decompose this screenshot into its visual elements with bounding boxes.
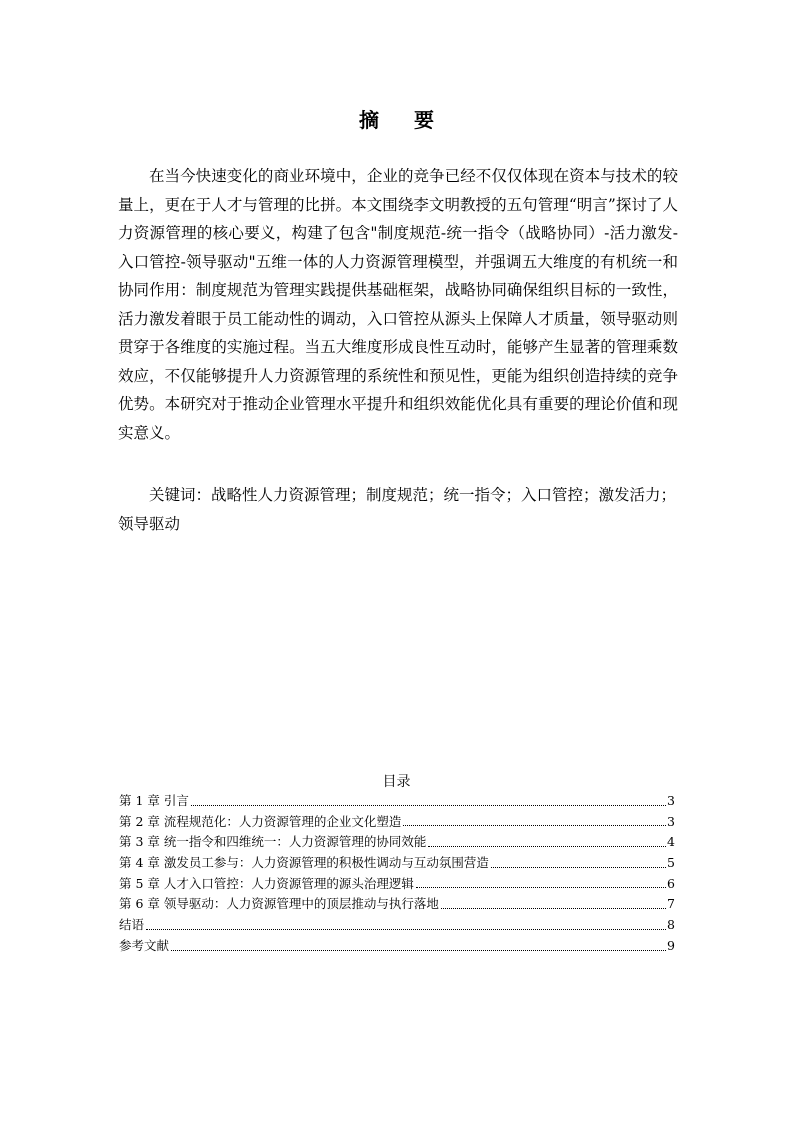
toc-leader-dots: [491, 867, 666, 868]
toc-leader-dots: [403, 825, 666, 826]
toc-leader-dots: [146, 929, 666, 930]
toc-entry-page: 8: [667, 917, 675, 933]
table-of-contents: [119, 791, 675, 957]
toc-entry-page: 3: [667, 792, 675, 808]
toc-entry-page: 3: [667, 813, 675, 829]
toc-entry-label: 第 4 章 激发员工参与：人力资源管理的积极性调动与互动氛围营造: [119, 855, 489, 871]
toc-entry-references[interactable]: [119, 936, 675, 957]
toc-entry-page: 4: [667, 834, 675, 850]
toc-title: 目录: [382, 774, 411, 790]
toc-leader-dots: [191, 805, 666, 806]
toc-leader-dots: [416, 887, 666, 888]
toc-entry-chapter-2[interactable]: [119, 812, 675, 833]
toc-entry-chapter-6[interactable]: [119, 894, 675, 915]
toc-entry-page: 5: [667, 855, 675, 871]
toc-entry-chapter-1[interactable]: [119, 791, 675, 812]
keywords-line: 关键词：战略性人力资源管理；制度规范；统一指令；入口管控；激发活力；领导驱动: [118, 486, 677, 533]
toc-entry-label: 第 2 章 流程规范化：人力资源管理的企业文化塑造: [119, 813, 402, 829]
toc-entry-page: 9: [667, 937, 675, 953]
toc-entry-label: 第 1 章 引言: [119, 792, 189, 808]
toc-entry-page: 7: [667, 896, 675, 912]
toc-entry-chapter-4[interactable]: [119, 853, 675, 874]
toc-leader-dots: [171, 950, 666, 951]
toc-entry-label: 第 5 章 人才入口管控：人力资源管理的源头治理逻辑: [119, 875, 414, 891]
toc-leader-dots: [428, 846, 666, 847]
toc-entry-label: 第 3 章 统一指令和四维统一：人力资源管理的协同效能: [119, 834, 427, 850]
toc-entry-chapter-5[interactable]: [119, 874, 675, 895]
toc-entry-label: 第 6 章 领导驱动：人力资源管理中的顶层推动与执行落地: [119, 896, 439, 912]
toc-entry-page: 6: [667, 875, 675, 891]
toc-entry-chapter-3[interactable]: [119, 832, 675, 853]
abstract-body: 在当今快速变化的商业环境中，企业的竞争已经不仅仅体现在资本与技术的较量上，更在于人才与管理的比拼。本文围绕李文明教授的五句管理“明言”探讨了人力资源管理的核心要义，构建了包含"制度规范-统一指令（战略协同）-活力激发-入口管控-领导驱动"五维一体的人力资源管理模型，并强调五大维度的有机统一和协同作用：制度规范为管理实践提供基础框架，战略协同确保组织目标的一致性，活力激发着眼于员工能动性的调动，入口管控从源头上保障人才质量，领导驱动则贯穿于各维度的实施过程。当五大维度形成良性互动时，能够产生显著的管理乘数效应，不仅能够提升人力资源管理的系统性和预见性，更能为组织创造持续的竞争优势。本研究对于推动企业管理水平提升和组织效能优化具有重要的理论价值和现实意义。: [118, 167, 678, 442]
abstract-title: 摘 要: [359, 108, 448, 132]
toc-entry-conclusion[interactable]: [119, 915, 675, 936]
toc-leader-dots: [441, 908, 666, 909]
toc-entry-label: 参考文献: [119, 937, 170, 953]
toc-entry-label: 结语: [119, 917, 145, 933]
